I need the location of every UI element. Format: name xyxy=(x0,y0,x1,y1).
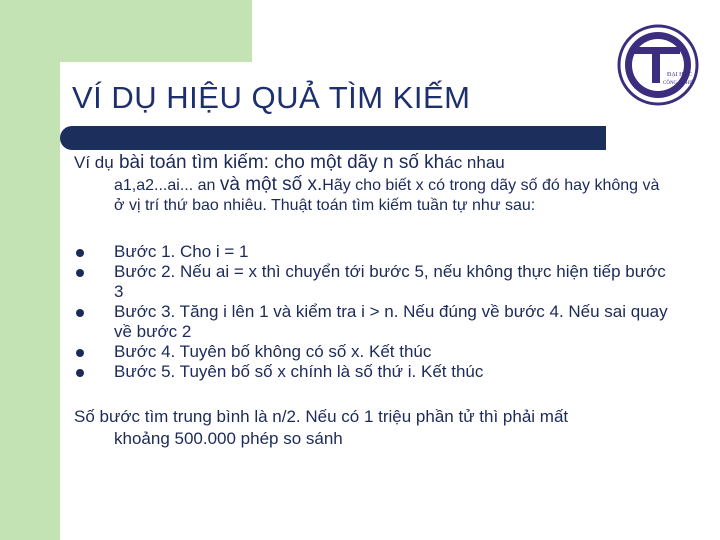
sequence-text: a1,a2...ai... an xyxy=(114,177,216,194)
svg-text:CÔNG NGHIỆ: CÔNG NGHIỆ xyxy=(663,81,694,86)
slide-title: VÍ DỤ HIỆU QUẢ TÌM KIẾM xyxy=(72,80,471,115)
green-sidebar xyxy=(0,0,60,540)
intro-lead: Ví dụ xyxy=(74,153,114,172)
list-item: Bước 3. Tăng i lên 1 và kiểm tra i > n. Nếu đúng về bước 4. Nếu sai quay về bước 2 xyxy=(74,302,674,342)
bullet-icon xyxy=(76,349,84,357)
bullet-icon xyxy=(76,249,84,257)
intro-end: ác nhau xyxy=(444,153,505,172)
list-item: Bước 5. Tuyên bố số x chính là số thứ i. Kết thúc xyxy=(74,362,674,382)
list-item: Bước 4. Tuyên bố không có số x. Kết thúc xyxy=(74,342,674,362)
bullet-icon xyxy=(76,269,84,277)
intro-line xyxy=(74,152,674,173)
summary-line-1: Số bước tìm trung bình là n/2. Nếu có 1 triệu phần tử thì phải mất xyxy=(74,407,569,426)
list-item: Bước 2. Nếu ai = x thì chuyển tới bước 5, nếu không thực hiện tiếp bước 3 xyxy=(74,262,674,302)
title-underline-bar xyxy=(60,126,606,150)
intro-continuation xyxy=(114,175,674,216)
university-logo-icon xyxy=(617,24,699,106)
intro-main: bài toán tìm kiếm: cho một dãy n số kh xyxy=(118,152,445,173)
summary-text xyxy=(74,406,674,450)
bullet-icon xyxy=(76,369,84,377)
summary-line-2: khoảng 500.000 phép so sánh xyxy=(114,429,343,448)
slide-content xyxy=(74,152,674,450)
green-header-block xyxy=(0,0,252,62)
steps-list xyxy=(74,242,674,382)
sequence-tail: và một số x. xyxy=(219,174,323,195)
list-item: Bước 1. Cho i = 1 xyxy=(74,242,674,262)
bullet-icon xyxy=(76,309,84,317)
svg-text:ĐẠI HỌC: ĐẠI HỌC xyxy=(667,72,692,78)
question-text: Hãy cho biết x có trong dãy số đó hay không và ở vị trí thứ bao nhiêu. Thuật toán tìm kiếm tuần tự như sau: xyxy=(114,177,660,214)
